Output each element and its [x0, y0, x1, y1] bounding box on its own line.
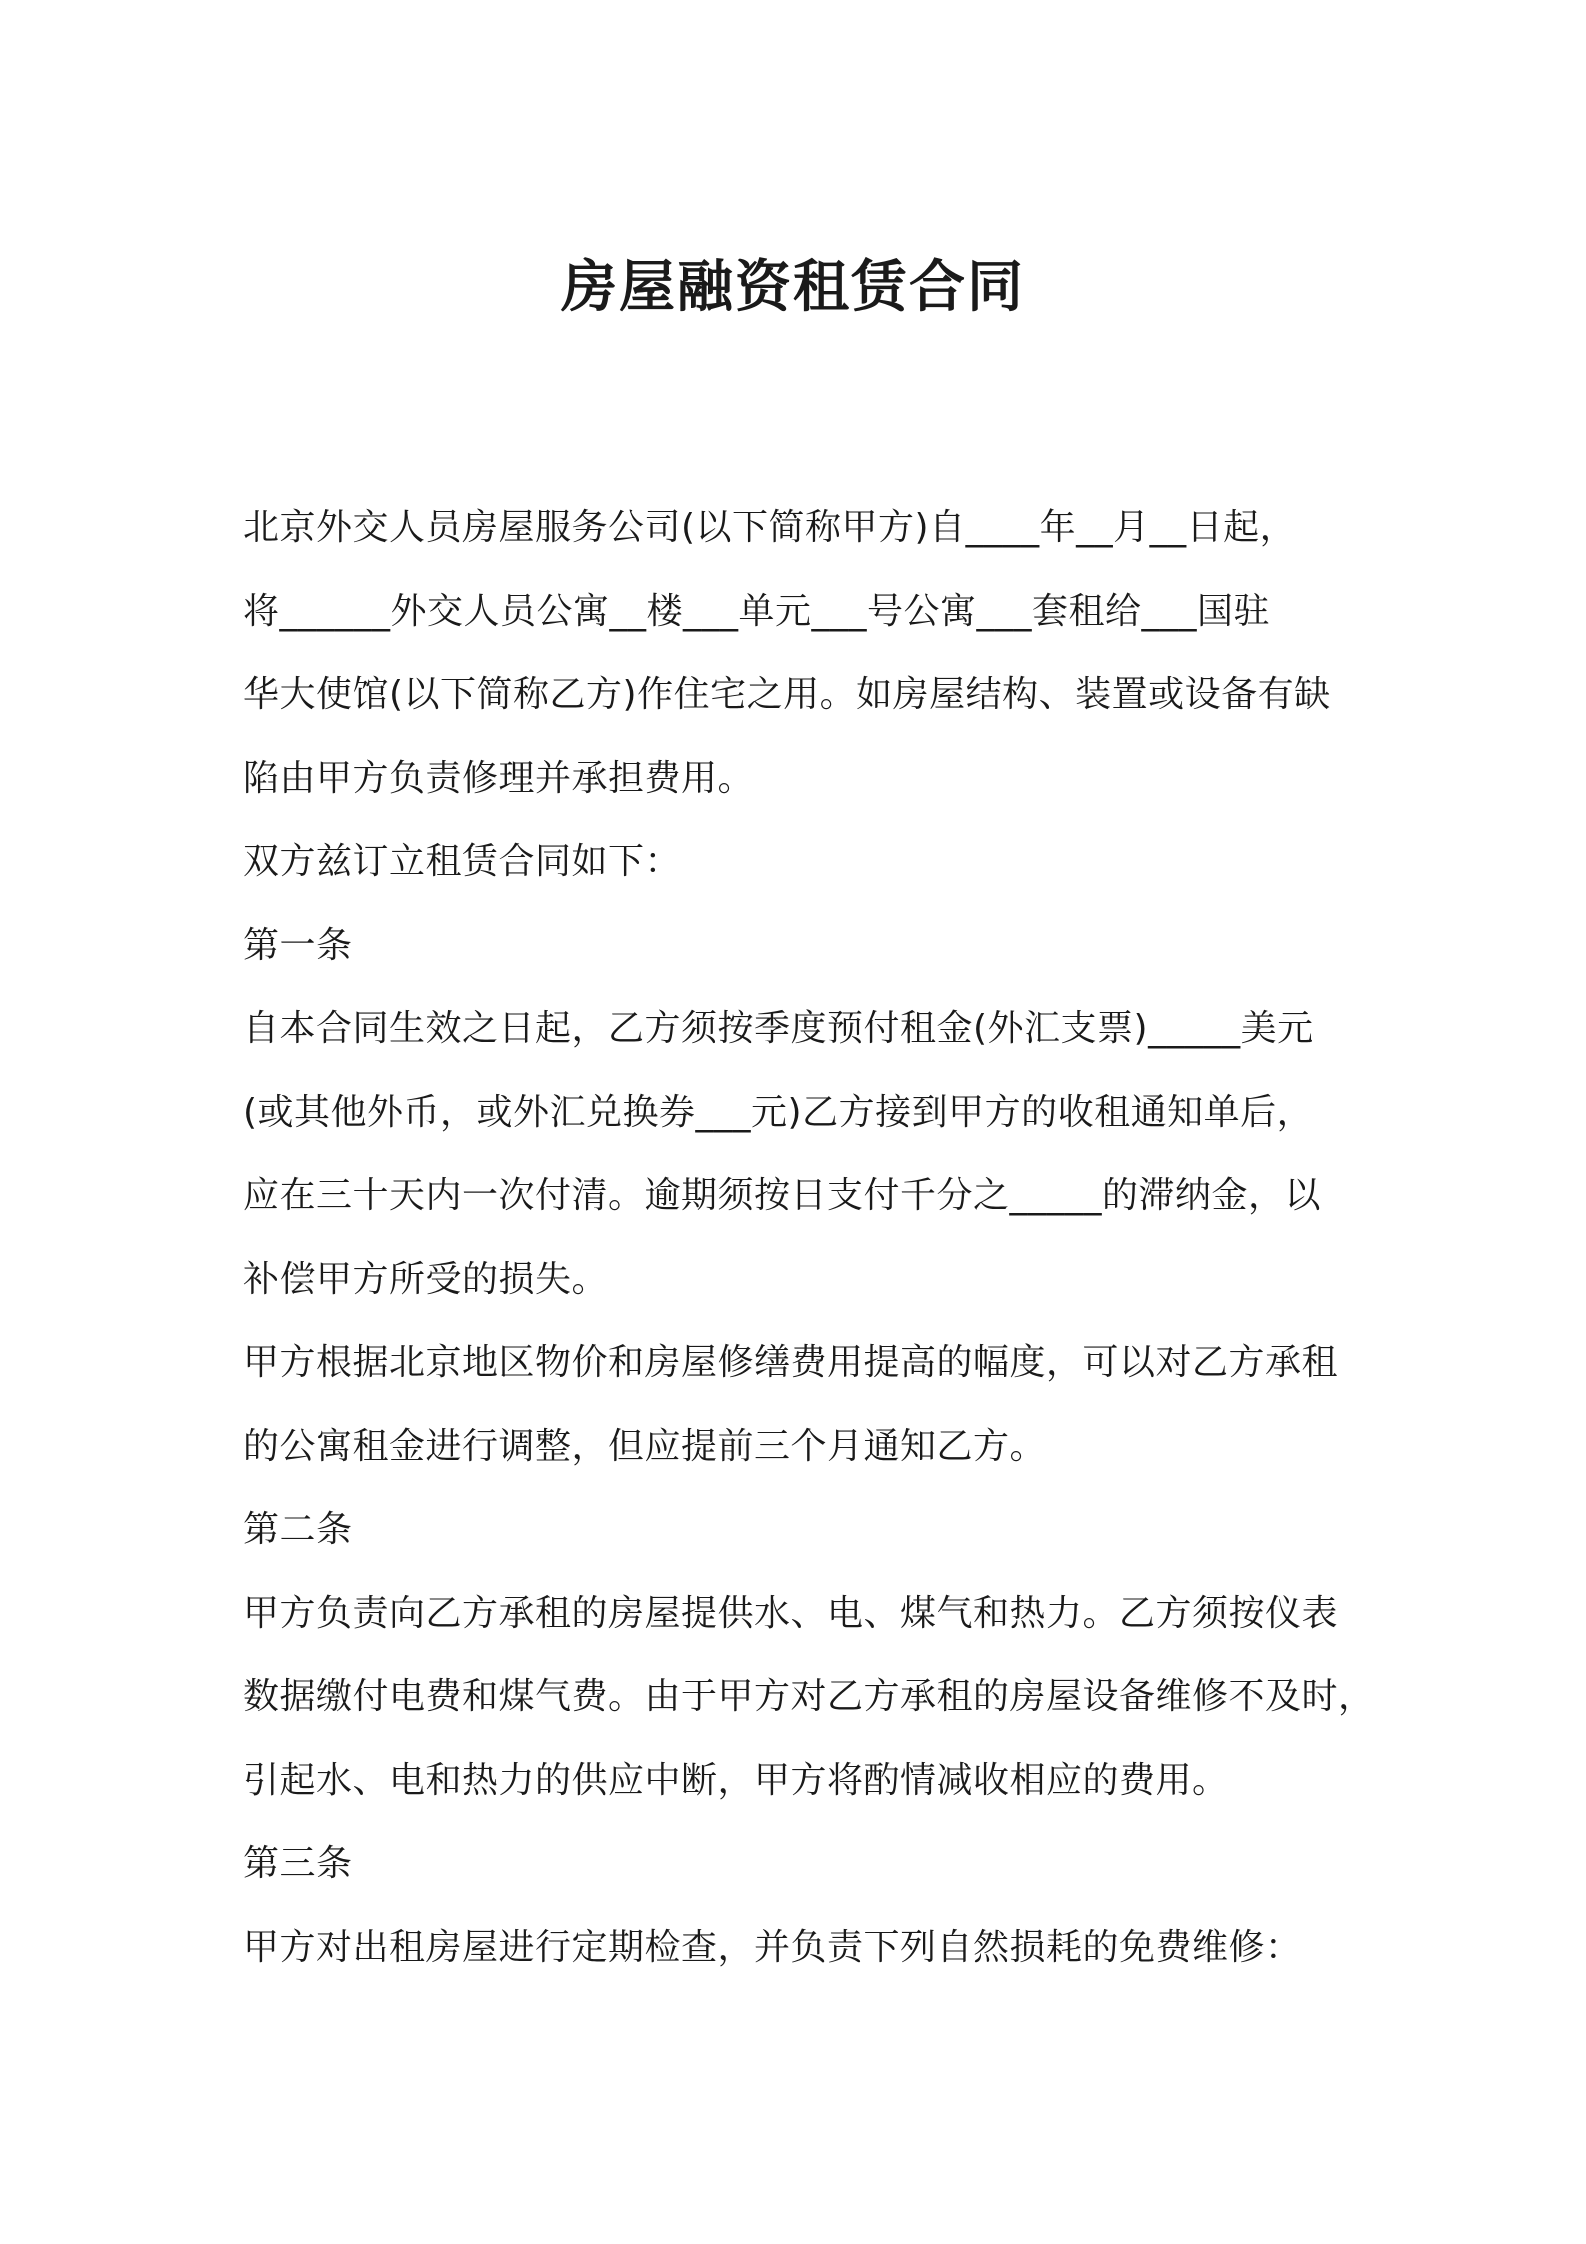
paragraph-line: 应在三十天内一次付清。逾期须按日支付千分之_____的滞纳金，以 — [243, 1175, 1322, 1216]
document-title: 房屋融资租赁合同 — [561, 255, 1025, 320]
paragraph-line: 甲方负责向乙方承租的房屋提供水、电、煤气和热力。乙方须按仪表 — [243, 1592, 1339, 1634]
paragraph-line: 双方兹订立租赁合同如下： — [243, 841, 682, 882]
article-heading: 第三条 — [243, 1843, 353, 1884]
paragraph-line: 将______外交人员公寓__楼___单元___号公寓___套租给___国驻 — [243, 590, 1271, 632]
paragraph-line: 甲方对出租房屋进行定期检查，并负责下列自然损耗的免费维修： — [243, 1926, 1302, 1968]
article-heading: 第二条 — [243, 1509, 353, 1550]
paragraph-line: 的公寓租金进行调整，但应提前三个月通知乙方。 — [243, 1425, 1047, 1467]
paragraph-line: 华大使馆(以下简称乙方)作住宅之用。如房屋结构、装置或设备有缺 — [243, 674, 1331, 715]
paragraph-line: 北京外交人员房屋服务公司(以下简称甲方)自____年__月__日起， — [243, 507, 1297, 548]
paragraph-line: 陷由甲方负责修理并承担费用。 — [243, 757, 755, 799]
paragraph-line: 补偿甲方所受的损失。 — [243, 1258, 609, 1300]
paragraph-line: 自本合同生效之日起，乙方须按季度预付租金(外汇支票)_____美元 — [243, 1008, 1314, 1049]
paragraph-line: (或其他外币，或外汇兑换券___元)乙方接到甲方的收租通知单后， — [243, 1091, 1314, 1133]
document-body — [243, 493, 1383, 1996]
paragraph-line: 数据缴付电费和煤气费。由于甲方对乙方承租的房屋设备维修不及时， — [243, 1676, 1375, 1717]
paragraph-line: 引起水、电和热力的供应中断，甲方将酌情减收相应的费用。 — [243, 1759, 1229, 1801]
paragraph-line: 甲方根据北京地区物价和房屋修缮费用提高的幅度，可以对乙方承租 — [243, 1342, 1339, 1383]
article-heading: 第一条 — [243, 924, 353, 966]
